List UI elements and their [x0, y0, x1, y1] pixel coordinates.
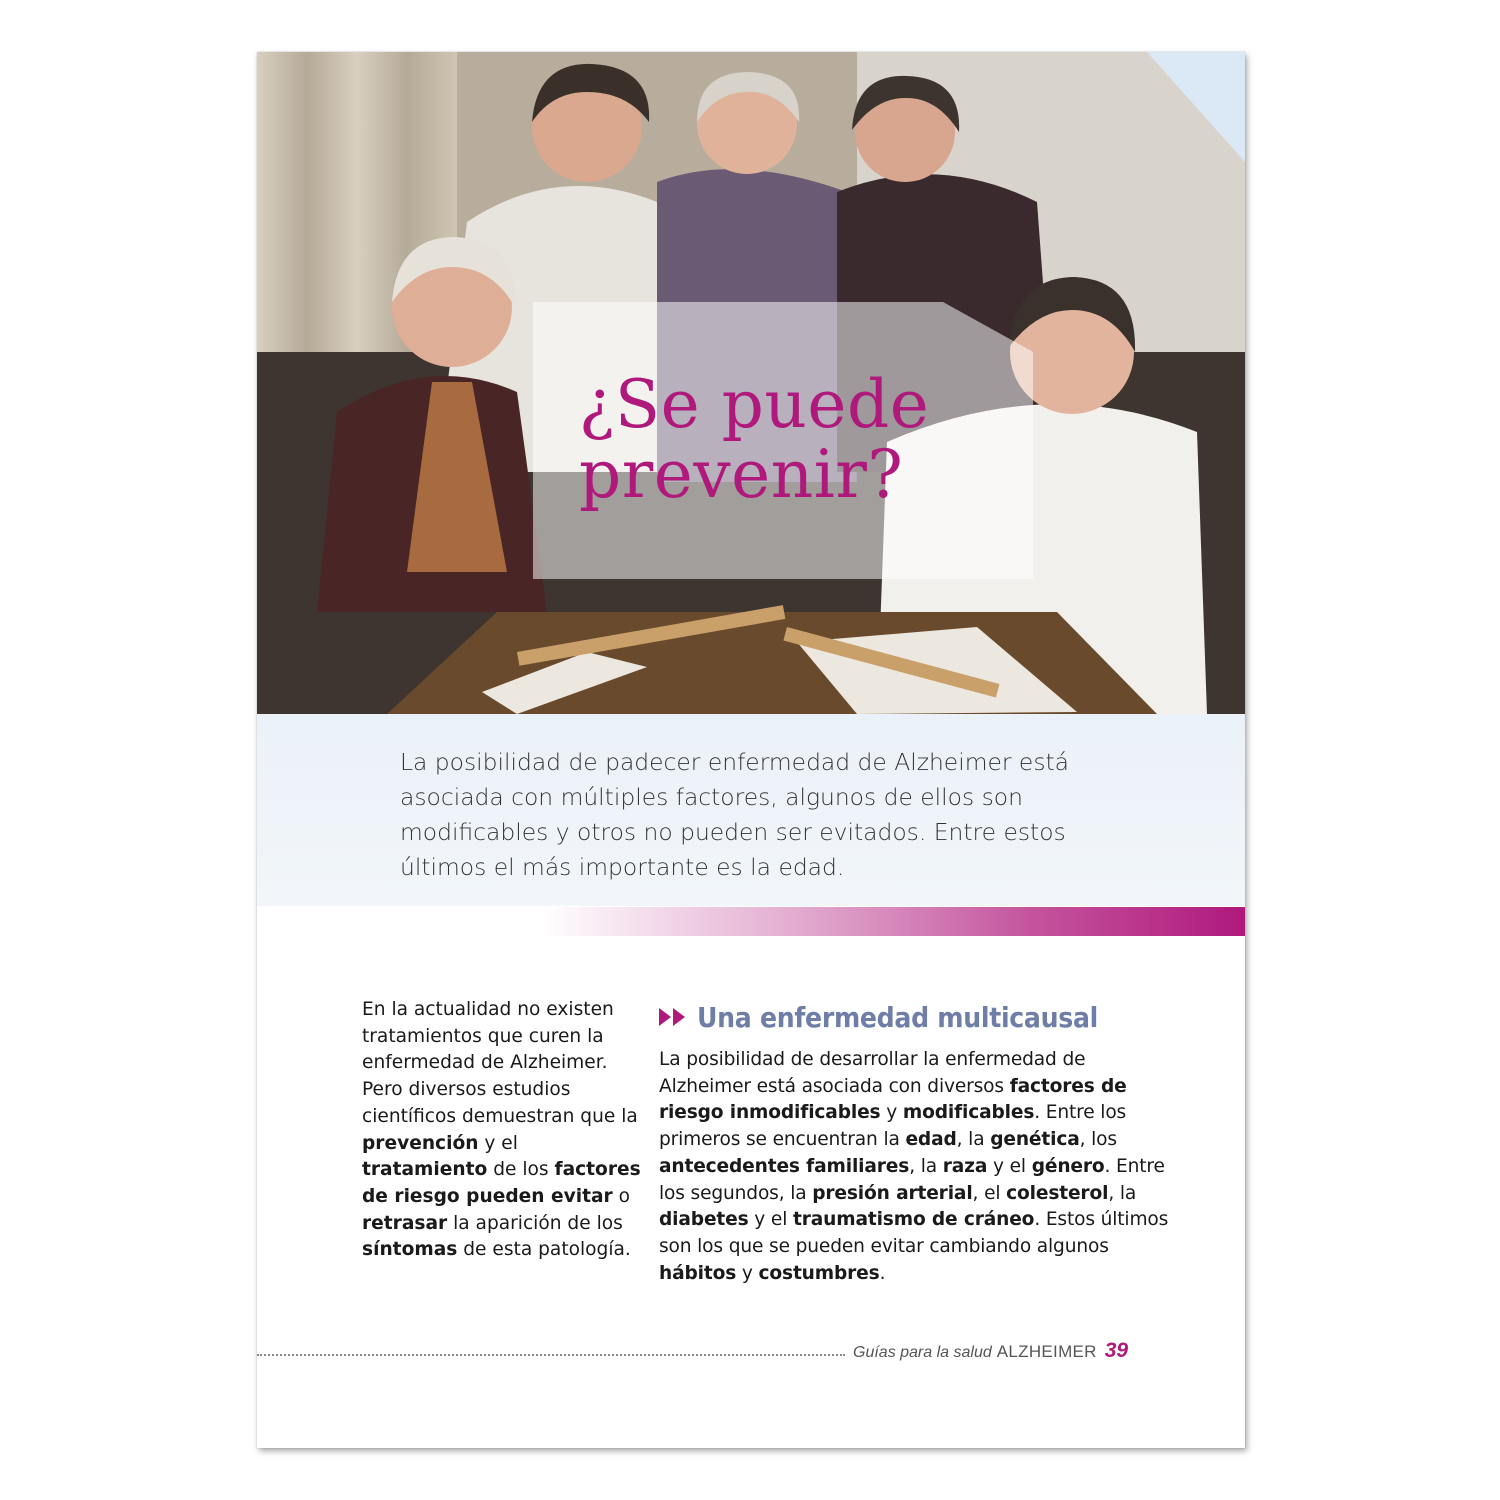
- text: y: [736, 1262, 759, 1284]
- bold-text: raza: [942, 1155, 988, 1177]
- accent-gradient-bar: [542, 907, 1245, 936]
- title-line-1: ¿Se puede: [579, 366, 930, 443]
- footer: [853, 1339, 1193, 1365]
- bold-text: costumbres: [758, 1262, 880, 1284]
- bold-text: prevención: [362, 1132, 479, 1154]
- double-arrow-icon: [659, 1008, 687, 1026]
- text: y el: [748, 1209, 793, 1231]
- bold-text: genética: [990, 1129, 1080, 1151]
- text: , los: [1079, 1129, 1117, 1151]
- intro-paragraph: La posibilidad de padecer enfermedad de Alzheimer está asociada con múltiples factores, algunos de ellos son modificables y otros no pueden ser evitados. Entre estos últimos el más importante es la edad.: [400, 748, 1070, 881]
- text: , la: [956, 1129, 991, 1151]
- page-number: 39: [1104, 1339, 1129, 1362]
- text: de los: [487, 1159, 555, 1181]
- text: y el: [987, 1155, 1032, 1177]
- bold-text: tratamiento: [362, 1159, 488, 1181]
- text: En la actualidad no existen tratamientos que curen la enfermedad de Alzheimer. Pero diversos estudios científicos demuestran que la: [362, 999, 638, 1127]
- bold-text: factores de riesgo pueden evitar: [362, 1159, 641, 1207]
- group-photo: [257, 52, 1245, 714]
- bold-text: colesterol: [1006, 1182, 1109, 1204]
- bold-text: síntomas: [362, 1239, 458, 1261]
- left-paragraph: [362, 997, 647, 1264]
- text: , la: [909, 1155, 943, 1177]
- text: .: [879, 1262, 886, 1284]
- text: y: [880, 1102, 903, 1124]
- page-title: [579, 366, 1039, 513]
- bold-text: traumatismo de cráneo: [792, 1209, 1035, 1231]
- text: o: [612, 1185, 630, 1207]
- bold-text: modificables: [902, 1102, 1035, 1124]
- left-column: [362, 997, 647, 1264]
- right-column: [659, 997, 1169, 1287]
- text: la aparición de los: [447, 1212, 623, 1234]
- text: . Estos últimos son los que se pueden evitar cambiando algunos: [659, 1209, 1169, 1257]
- bold-text: factores de riesgo inmodificables: [659, 1075, 1127, 1124]
- bold-text: hábitos: [659, 1262, 737, 1284]
- bold-text: género: [1031, 1155, 1105, 1177]
- section-heading: [659, 997, 1169, 1037]
- text: . Entre los primeros se encuentran la: [659, 1102, 1127, 1151]
- footer-series: Guías para la salud: [853, 1344, 992, 1361]
- text: de esta patología.: [457, 1239, 631, 1261]
- bold-text: retrasar: [362, 1212, 448, 1234]
- text: , el: [972, 1182, 1007, 1204]
- title-line-2: prevenir?: [579, 436, 904, 513]
- section-paragraph: [659, 1047, 1169, 1287]
- page: [257, 52, 1245, 1448]
- footer-dotted-rule: [257, 1354, 845, 1356]
- footer-topic: ALZHEIMER: [996, 1342, 1097, 1361]
- text: y el: [478, 1132, 518, 1154]
- bold-text: edad: [905, 1129, 957, 1151]
- text: La posibilidad de desarrollar la enfermedad de Alzheimer está asociada con diversos: [659, 1049, 1086, 1097]
- section-title: Una enfermedad multicausal: [697, 1000, 1098, 1034]
- bold-text: diabetes: [659, 1209, 749, 1231]
- text: . Entre los segundos, la: [659, 1155, 1165, 1204]
- bold-text: presión arterial: [812, 1182, 973, 1204]
- text: , la: [1108, 1182, 1137, 1204]
- bold-text: antecedentes familiares: [659, 1155, 910, 1177]
